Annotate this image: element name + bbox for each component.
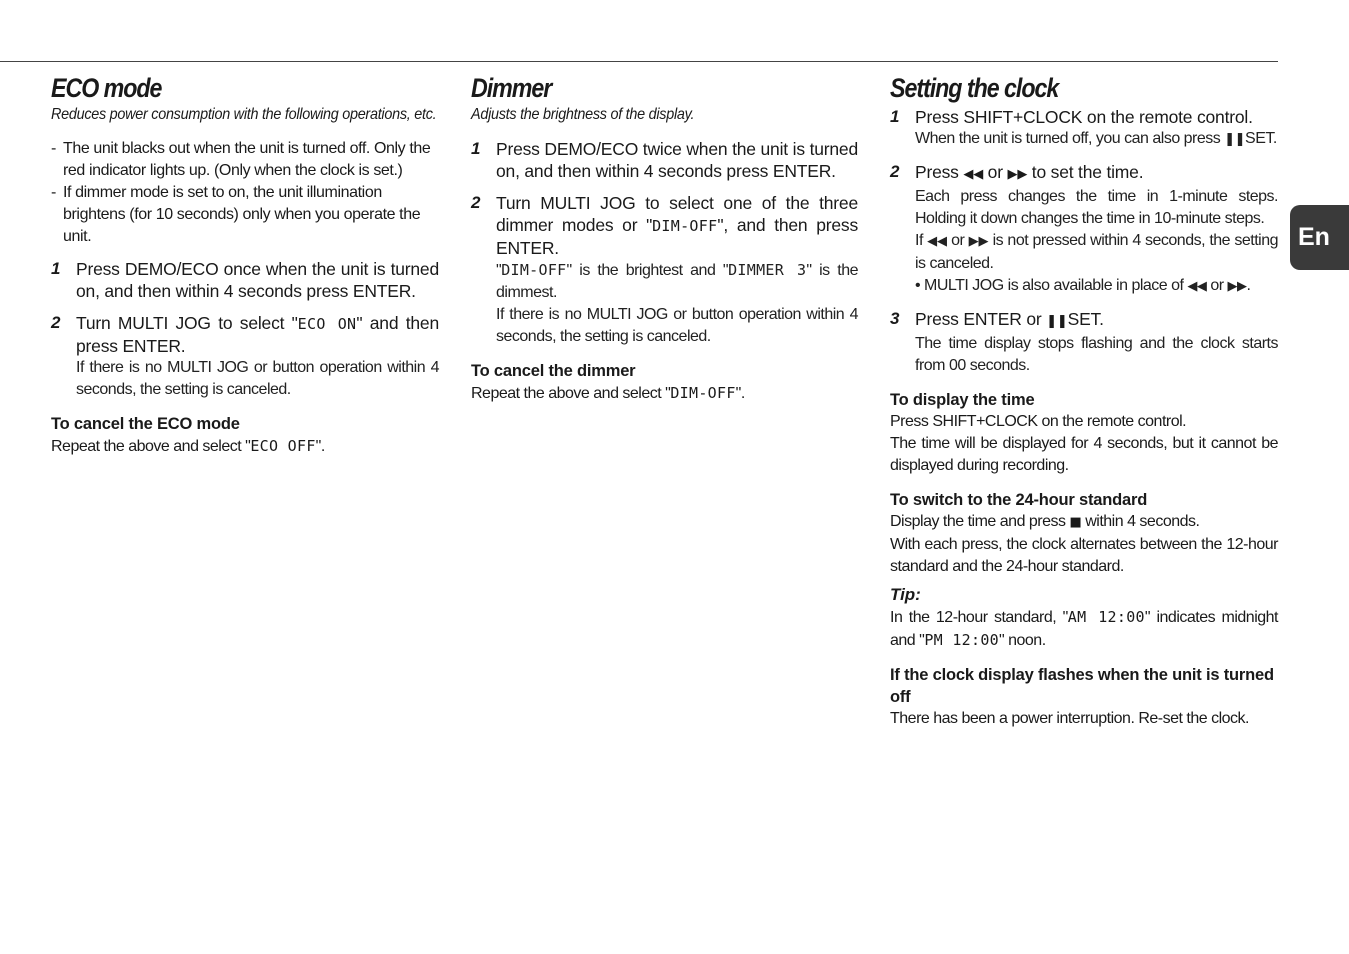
segment-text: ECO OFF: [250, 437, 316, 455]
clock-flash-heading: If the clock display flashes when the unit is turned off: [890, 666, 1274, 706]
tip-text: In the 12-hour standard, "AM 12:00" indicates midnight and "PM 12:00" noon.: [890, 608, 1278, 649]
clock-step-3: 3 Press ENTER or ❚❚SET. The time display stops flashing and the clock starts from 00 seconds.: [890, 309, 1278, 374]
clock-step-2: 2 Press ◀◀ or ▶▶ to set the time. Each press changes the time in 1-minute steps. Holding it down changes the time in 10-minute steps. If ◀◀ or ▶▶ is not pressed within 4 seconds, the setting is canceled. • MULTI JOG is also available in place of ◀◀ or ▶▶.: [890, 162, 1278, 294]
eco-cancel-text: Repeat the above and select "ECO OFF".: [51, 437, 325, 455]
segment-text: DIM-OFF: [652, 217, 718, 235]
eco-bullet: - The unit blacks out when the unit is turned off. Only the red indicator lights up. (Only when the clock is set.): [51, 140, 431, 179]
play-pause-icon: ❚❚: [1046, 314, 1068, 329]
segment-text: DIM-OFF: [501, 261, 567, 279]
clock-step-1: 1 Press SHIFT+CLOCK on the remote control. When the unit is turned off, you can also press ❚❚SET.: [890, 107, 1277, 147]
dimmer-step-2: 2 Turn MULTI JOG to select one of the three dimmer modes or "DIM-OFF", and then press ENTER. "DIM-OFF" is the brightest and "DIMMER 3" is the dimmest. If there is no MULTI JOG or button operation within 4 seconds, the setting is canceled.: [471, 193, 858, 345]
segment-text: PM 12:00: [924, 631, 999, 649]
play-pause-icon: ❚❚: [1224, 132, 1246, 147]
eco-step-1: 1 Press DEMO/ECO once when the unit is turned on, and then within 4 seconds press ENTER.: [51, 259, 439, 301]
fast-forward-icon: ▶▶: [968, 234, 989, 249]
tip-heading: Tip:: [890, 585, 921, 604]
fast-forward-icon: ▶▶: [1007, 167, 1028, 182]
eco-mode-section: [51, 72, 439, 458]
segment-text: ECO ON: [297, 315, 357, 333]
dimmer-cancel-heading: To cancel the dimmer: [471, 362, 636, 380]
dimmer-cancel-text: Repeat the above and select "DIM-OFF".: [471, 384, 745, 402]
eco-mode-title: ECO mode: [51, 73, 162, 103]
segment-text: DIM-OFF: [670, 384, 736, 402]
switch-24h-heading: To switch to the 24-hour standard: [890, 491, 1148, 509]
language-tab: En: [1290, 205, 1349, 270]
fast-forward-icon: ▶▶: [1227, 279, 1247, 294]
eco-cancel-heading: To cancel the ECO mode: [51, 415, 240, 433]
dimmer-subtitle: Adjusts the brightness of the display.: [471, 106, 695, 123]
dimmer-step-1: 1 Press DEMO/ECO twice when the unit is turned on, and then within 4 seconds press ENTER.: [471, 139, 858, 181]
display-time-heading: To display the time: [890, 391, 1035, 409]
segment-text: AM 12:00: [1067, 608, 1145, 626]
dimmer-title: Dimmer: [471, 73, 552, 103]
top-rule: [0, 61, 1278, 62]
rewind-icon: ◀◀: [927, 234, 947, 249]
rewind-icon: ◀◀: [1187, 279, 1207, 294]
segment-text: DIMMER 3: [728, 261, 807, 279]
stop-icon: ■: [1069, 515, 1082, 530]
dimmer-section: [471, 72, 858, 405]
eco-bullet: - If dimmer mode is set to on, the unit illumination brightens (for 10 seconds) only when you operate the unit.: [51, 184, 421, 245]
clock-title: Setting the clock: [890, 73, 1059, 103]
clock-section: Setting the clock 1 Press SHIFT+CLOCK on the remote control. When the unit is turned off, you can also press ❚❚SET. 2 Press ◀◀ or ▶▶ to set the time. Each press changes the time in 1-minute steps. Holding it down changes the time in 10-minute steps. If ◀◀ or ▶▶ is not pressed within 4 seconds, the setting is canceled. • MULTI JOG is also available in place of ◀◀ or ▶▶. 3 Press ENTER or ❚❚SET. The time display stops flashing and the clock starts from 00 seconds. To display the time Press SHIFT+CLOCK on the remote control. The time will be displayed for 4 seconds, but it cannot be displayed during recording. To switch to the 24-hour standard Display the time and press ■ within 4 seconds. With each press, the clock alternates between the 12-hour standard and the 24-hour standard. Tip: In the 12-hour standard, "AM 12:00" indicates midnight and "PM 12:00" noon. If the clock display flashes when the unit is turned off There has been a power interruption. Re-set the clock.: [890, 73, 1278, 727]
eco-step-2: 2 Turn MULTI JOG to select "ECO ON" and then press ENTER. If there is no MULTI JOG or button operation within 4 seconds, the setting is canceled.: [51, 313, 439, 398]
eco-mode-subtitle: Reduces power consumption with the following operations, etc.: [51, 106, 437, 123]
rewind-icon: ◀◀: [963, 167, 984, 182]
